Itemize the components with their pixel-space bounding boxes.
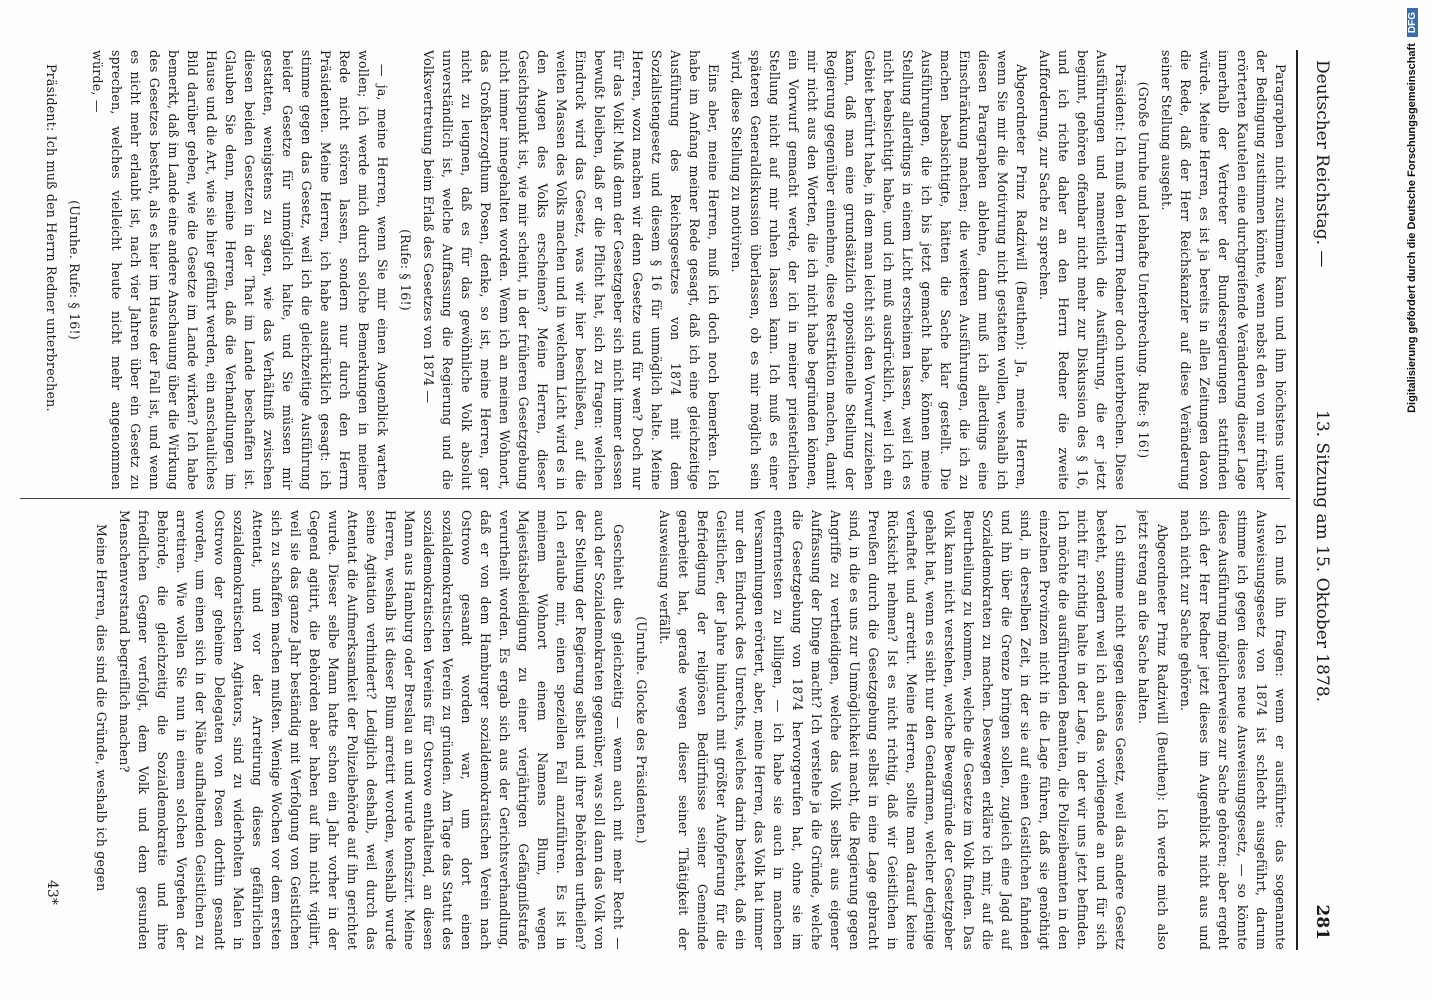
dfg-credit-strip — [1406, 8, 1426, 993]
left-paragraph: Eins aber, meine Herren, muß ich doch noch bemerken. Ich habe im Anfang meiner Rede gesagt, daß ich eine gleichzeitige Ausführung des Reichsgesetzes von 1874 mit dem Sozialistengesetz und diesem § 16 für unmöglich halte. Meine Herren, wozu machen wir denn Gesetze und für wen? Doch nur für das Volk! Muß denn der Gesetzgeber sich nicht immer dessen bewußt bleiben, daß er die Pflicht hat, sich zu fragen: welchen Eindruck wird das Gesetz, was wir hier beschließen, auf die weiten Massen des Volks machen und in welchem Licht wird es in den Augen des Volks erscheinen? Meine Herren, dieser Gesichtspunkt ist, wie mir scheint, in der früheren Gesetzgebung nicht immer innegehalten worden. Wenn ich an meinen Wohnort, das Großherzogthum Posen, denke, so ist, meine Herren, gar nicht zu leugnen, daß es für das gewöhnliche Volk absolut unverständlich ist, welche Auffassung die Regierung und die Volksvertretung beim Erlaß des Gesetzes von 1874 — — [421, 50, 721, 490]
right-column — [10, 510, 1290, 950]
column-divider — [20, 498, 1290, 499]
page-number: 281 — [1312, 904, 1332, 940]
left-interjection: (Unruhe. Rufe: § 16!) — [67, 200, 82, 340]
page-header — [1302, 50, 1332, 950]
left-paragraph: Abgeordneter Prinz Radziwill (Beuthen): Ja, meine Herren, wenn Sie mir die Motivirung nicht gestatten wollen, weshalb ich diesen Paragraphen ablehne, dann muß ich allerdings eine Einschränkung machen; die weiteren Ausführungen, die ich zu machen beabsichtigte, hätten die Sache klar gestellt. Die Ausführungen, die ich bis jetzt gemacht habe, können meine Stellung allerdings in einem Licht erscheinen lassen, weil ich es nicht beabsichtigt habe, und ich muß ausdrücklich, weil ich ein Gebiet berührt habe, in dem man leicht sich den Vorwurf zuziehen kann, daß man eine grundsätzlich oppositionelle Stellung der Regierung gegenüber einnehme, diese Restriktion machen, damit mir nicht aus den Worten, die ich nicht habe begründen können, ein Vorwurf gemacht werde, der ich in meiner priesterlichen Stellung nicht auf mir ruhen lassen kann. Ich muß es einer späteren Generaldiskussion überlassen, ob es mir möglich sein wird, diese Stellung zu motiviren. — [729, 50, 1029, 490]
header-publication: Deutscher Reichstag. — — [1312, 60, 1332, 268]
header-rule — [1296, 50, 1298, 950]
left-interjection: (Rufe: § 16!) — [398, 229, 413, 311]
left-paragraph: — ja, meine Herren, wenn Sie mir einen Augenblick warten wollen; ich werde mich durch solche Bemerkungen in meiner Rede nicht stören lassen, sondern nur durch den Herrn Präsidenten. Meine Herren, ich habe ausdrücklich gesagt: ich stimme gegen das Gesetz, weil ich die gleichzeitige Ausführung beider Gesetze für unmöglich halte, und Sie müssen mir gestatten, wenigstens zu sagen, wie das Verhältniß zwischen diesen beiden Gesetzen in der That im Lande beschaffen ist. Glauben Sie denn, meine Herren, daß die Verhandlungen im Hause und die Art, wie sie hier geführt werden, ein anschauliches Bild darüber geben, wie die Gesetze im Lande wirken? Ich habe bemerkt, daß im Lande eine andere Anschauung über die Wirkung des Gesetzes besteht, als es hier im Hause der Fall ist, und wenn es nicht mehr erlaubt ist, nach vier Jahren über ein Gesetz zu sprechen, welches vielleicht heute nicht mehr angenommen würde, — — [90, 50, 390, 490]
right-paragraph: Abgeordneter Prinz Radziwill (Beuthen): Ich werde mich also jetzt streng an die Sache halten. — [1136, 510, 1170, 950]
signature-mark: 43* — [44, 880, 60, 905]
left-column — [10, 50, 1290, 490]
dfg-logo-badge: DFG — [1407, 8, 1418, 37]
left-paragraph: Paragraphen nicht zustimmen kann und ihm höchstens unter der Bedingung zustimmen könnte, wenn nebst den von mir früher erörterten Kautelen eine durchgreifende Veränderung dieser Lage innerhalb der Vertreter der Bundesregierungen stattfinden würde. Meine Herren, es ist ja bereits in allen Zeitungen davon die Rede, daß der Herr Reichskanzler auf diese Veränderung seiner Stellung ausgeht. — [1159, 50, 1288, 490]
right-interjection: (Unruhe. Glocke des Präsidenten.) — [634, 616, 649, 844]
right-paragraph: Ich stimme nicht gegen dieses Gesetz, weil das andere Gesetz besteht, sondern weil ich auch das vorliegende an und für sich nicht für richtig halte in der Lage, in der wir uns jetzt befinden. Ich möchte die ausführenden Beamten, die Polizeibeamten in den einzelnen Provinzen nicht in die Lage führen, daß sie genöthigt sind, in derselben Zeit, in der sie auf einen Geistlichen fahnden und ihn über die Grenze bringen sollen, zugleich eine Jagd auf Sozialdemokraten zu machen. Deswegen erkläre ich mir, auf die Beurtheilung zu kommen, welche die Gesetze im Volk finden. Das Volk kann nicht verstehen, welche Beweggründe der Gesetzgeber gehabt hat, wenn es sieht nur den Gendarmen, welcher derjenige verhaftet und arretirt. Meine Herren, sollte man darauf keine Rücksicht nehmen? Ist es nicht richtig, daß wir Geistlichen in Preußen durch die Gesetzgebung selbst in eine Lage gebracht sind, in die es uns zur Unmöglichkeit macht, die Regierung gegen Angriffe zu vertheidigen, welche das Volk selbst aus eigener Auffassung der Dinge macht? Ich verstehe ja die Gründe, welche die Gesetzgebung von 1874 hervorgerufen hat, ohne sie im entferntesten zu billigen, — ich habe sie auch in manchen Versammlungen erörtert, aber, meine Herren, das Volk hat immer nur den Eindruck des Unrechts, welches darin besteht, daß ein Geistlicher, der Jahre hindurch mit größter Aufopferung für die Befriedigung der religiösen Bedürfnisse seiner Gemeinde gearbeitet hat, gerade wegen dieser seiner Thätigkeit der Ausweisung verfällt. — [657, 510, 1128, 950]
dfg-credit-text: Digitalisierung gefördert durch die Deutsche Forschungsgemeinschaft — [1406, 43, 1418, 413]
left-interjection: (Große Unruhe und lebhafte Unterbrechung. Rufe: § 16!) — [1136, 81, 1151, 459]
right-paragraph: Meine Herren, dies sind die Gründe, weshalb ich gegen — [94, 524, 109, 892]
right-paragraph: Ich muß ihn fragen: wenn er ausführte: das sogenannte Ausweisungsgesetz von 1874 ist schlecht ausgeführt, darum stimme ich gegen dieses neue Ausweisungsgesetz, — so könnte diese Ausführung möglicherweise zur Sache gehören; aber ergeht sich der Herr Redner jetzt dieses im Augenblick nicht aus und nach nicht zur Sache gehören. — [1178, 510, 1288, 950]
left-paragraph: Präsident: Ich muß den Herrn Redner doch unterbrechen. Diese Ausführungen und namentlich die Ausführung, die er jetzt beginnt, gehören offenbar nicht mehr zur Diskussion des § 16, und ich richte daher an den Herrn Redner die zweite Aufforderung, zur Sache zu sprechen. — [1037, 50, 1128, 490]
dfg-credit — [1406, 8, 1426, 993]
left-paragraph: Präsident: Ich muß den Herrn Redner unterbrechen. — [44, 64, 59, 412]
header-session: 13. Sitzung am 15. Oktober 1878. — [1312, 410, 1332, 703]
right-paragraph: Geschieht dies gleichzeitig — wenn auch mit mehr Recht — auch der Sozialdemokraten gegenüber, was soll dann das Volk von der Stellung der Regierung selbst und ihrer Behörden urtheilen? Ich erlaube mir, einen speziellen Fall anzuführen. Es ist in meinem Wohnort einem Namens Blum, wegen Majestätsbeleidigung zu einer vierjährigen Gefängnißstrafe verurtheilt worden. Es ergab sich aus der Gerichtsverhandlung, daß er von dem Hamburger sozialdemokratischen Verein nach Ostrowo gesandt worden war, um dort einen sozialdemokratischen Verein zu gründen. Am Tage das Statut des sozialdemokratischen Vereins für Ostrowo enthaltend, an diesen Mann aus Hamburg oder Breslau an und wurde konfiszirt. Meine Herren, weshalb ist dieser Blum arretirt worden, weshalb wurde seine Agitation verhindert? Lediglich deshalb, weil durch das Attentat die Aufmerksamkeit der Polizeibehörde auf ihn gerichtet wurde. Dieser selbe Mann hatte schon ein Jahr vorher in der Gegend agitirt, die Behörden aber haben auf ihn nicht vigilirt, weil sie das ganze Jahr beständig mit Verfolgung von Geistlichen sich zu schaffen machen mußten. Wenige Wochen vor dem ersten Attentat, und vor der Arretirung dieses gefährlichen sozialdemokratischen Agitators, sind zu widerholten Malen in Ostrowo der geheime Delegaten von Posen dorthin gesandt worden, um einen sich in der Nähe aufhaltenden Geistlichen zu arretiren. Wie wollen Sie nun in einem solchen Vorgehen der Behörde, die gleichzeitig die Sozialdemokratie und ihre friedlichen Gegner verfolgt, dem Volk und dem gesunden Menschenverstand begreiflich machen? — [117, 510, 626, 950]
